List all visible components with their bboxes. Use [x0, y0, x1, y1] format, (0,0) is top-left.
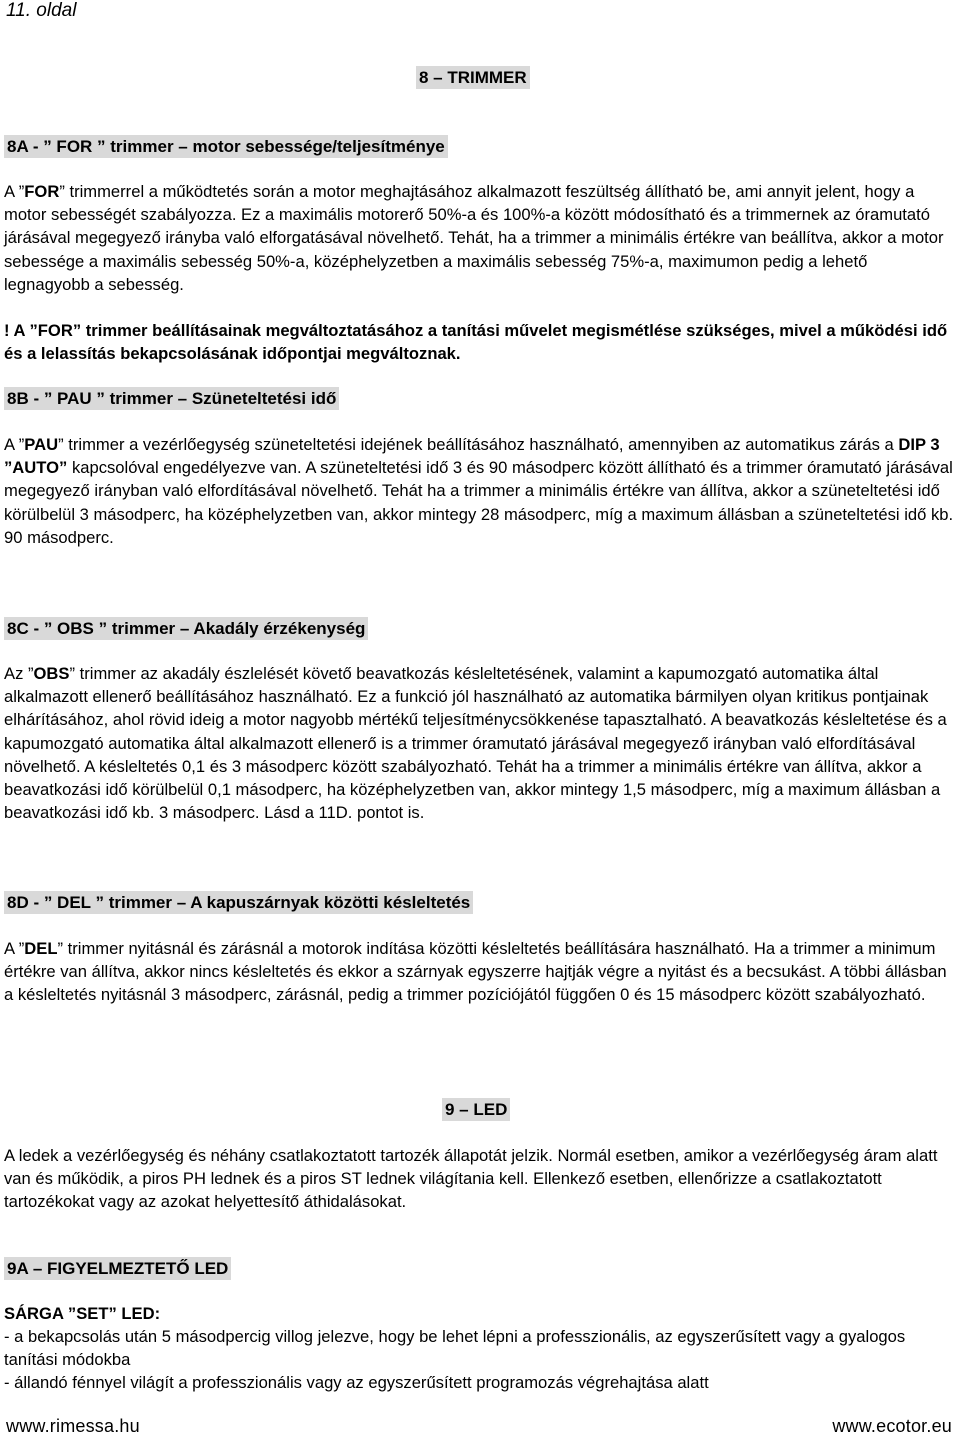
section-9a-line-2: - állandó fénnyel világít a professzionális vagy az egyszerűsített programozás végrehajtása alatt: [4, 1373, 709, 1392]
section-8b-heading: 8B - ” PAU ” trimmer – Szüneteltetési idő: [4, 387, 339, 410]
footer-left-url: www.rimessa.hu: [6, 1416, 140, 1436]
footer-right-url: www.ecotor.eu: [832, 1416, 952, 1436]
section-8c-paragraph: Az ”OBS” trimmer az akadály észlelését követő beavatkozás késleltetésének, valamint a kapumozgató automatika által alkalmazott ellenerő beállításához használható. Ez a funkció jól használható az automatika bármilyen olyan kritikus pontjainak elhárításához, ahol rövid ideig a motor nagyobb mértékű teljesítménycsökkenése tapasztalható. A beavatkozás késleltetése és a kapumozgató automatika által alkalmazott ellenerő is a trimmer óramutató járásával megegyező irányban való elfordításával növelhető. A késleltetés 0,1 és 3 másodperc között szabályozható. Tehát ha a trimmer a minimális értékre van állítva, akkor a beavatkozási idő körülbelül 0,1 másodperc, ha középhelyzetben van, akkor mintegy 1,5 másodperc, míg a maximum állásban a beavatkozási idő kb. 3 másodperc. Lásd a 11D. pontot is.: [4, 664, 947, 823]
section-8b-paragraph: A ”PAU” trimmer a vezérlőegység szüneteltetési idejének beállításához használható, amennyiben az automatikus zárás a DIP 3 ”AUTO” kapcsolóval engedélyezve van. A szüneteltetési idő 3 és 90 másodperc között állítható és a trimmer óramutató járásával megegyező irányban való elfordításával növelhető. Tehát ha a trimmer a minimális értékre van állítva, akkor a szüneteltetési idő körülbelül 3 másodperc, ha középhelyzetben van, akkor mintegy 28 másodperc, míg a maximum állásban a szüneteltetési idő kb. 90 másodperc.: [4, 435, 954, 547]
section-9-paragraph: A ledek a vezérlőegység és néhány csatlakoztatott tartozék állapotát jelzik. Normál esetben, amikor a vezérlőegység áram alatt van és működik, a piros PH lednek és a piros ST lednek világítania kell. Ellenkező esetben, ellenőrizze a csatlakoztatott tartozékokat vagy az azokat helyettesítő áthidalásokat.: [4, 1146, 938, 1212]
page-number: 11. oldal: [6, 0, 77, 21]
section-8d-heading: 8D - ” DEL ” trimmer – A kapuszárnyak közötti késleltetés: [4, 891, 473, 914]
section-8c-heading: 8C - ” OBS ” trimmer – Akadály érzékenység: [4, 617, 368, 640]
section-8a-paragraph: A ”FOR” trimmerrel a működtetés során a motor meghajtásához alkalmazott feszültség állítható be, ami annyit jelent, hogy a motor sebességét szabályozza. Ez a maximális motorerő 50%-a és 100%-a között módosítható és a trimmernek az óramutató járásával megegyező irányba való elforgatásával növelhető. Tehát, ha a trimmer a minimális értékre van beállítva, akkor a motor sebessége a maximális sebesség 50%-a, középhelyzetben a maximális sebesség 75%-a, maximumon pedig a lehető legnagyobb a sebesség.: [4, 182, 944, 294]
section-8a-heading: 8A - ” FOR ” trimmer – motor sebessége/teljesítménye: [4, 135, 448, 158]
section-9a-subheading: SÁRGA ”SET” LED:: [4, 1304, 161, 1323]
section-9a-line-1: - a bekapcsolás után 5 másodpercig villog jelezve, hogy be lehet lépni a professzionális, az egyszerűsített vagy a gyalogos tanítási módokba: [4, 1327, 906, 1370]
section-8a-warning: ! A ”FOR” trimmer beállításainak megváltoztatásához a tanítási művelet megismétlése szükséges, mivel a működési idő és a lelassítás bekapcsolásának időpontjai megváltoznak.: [4, 321, 948, 364]
section-9-title: 9 – LED: [442, 1098, 510, 1121]
section-9a-heading: 9A – FIGYELMEZTETŐ LED: [4, 1257, 231, 1280]
section-8d-paragraph: A ”DEL” trimmer nyitásnál és zárásnál a motorok indítása közötti késleltetés beállítására használható. Ha a trimmer a minimum értékre van állítva, akkor nincs késleltetés és ekkor a szárnyak egyszerre hajtják végre a nyitást és a becsukást. A többi állásban a késleltetés nyitásnál 3 másodperc, zárásnál, pedig a trimmer pozíciójától függően 0 és 15 másodperc között szabályozható.: [4, 939, 947, 1005]
section-8-title: 8 – TRIMMER: [416, 66, 530, 89]
